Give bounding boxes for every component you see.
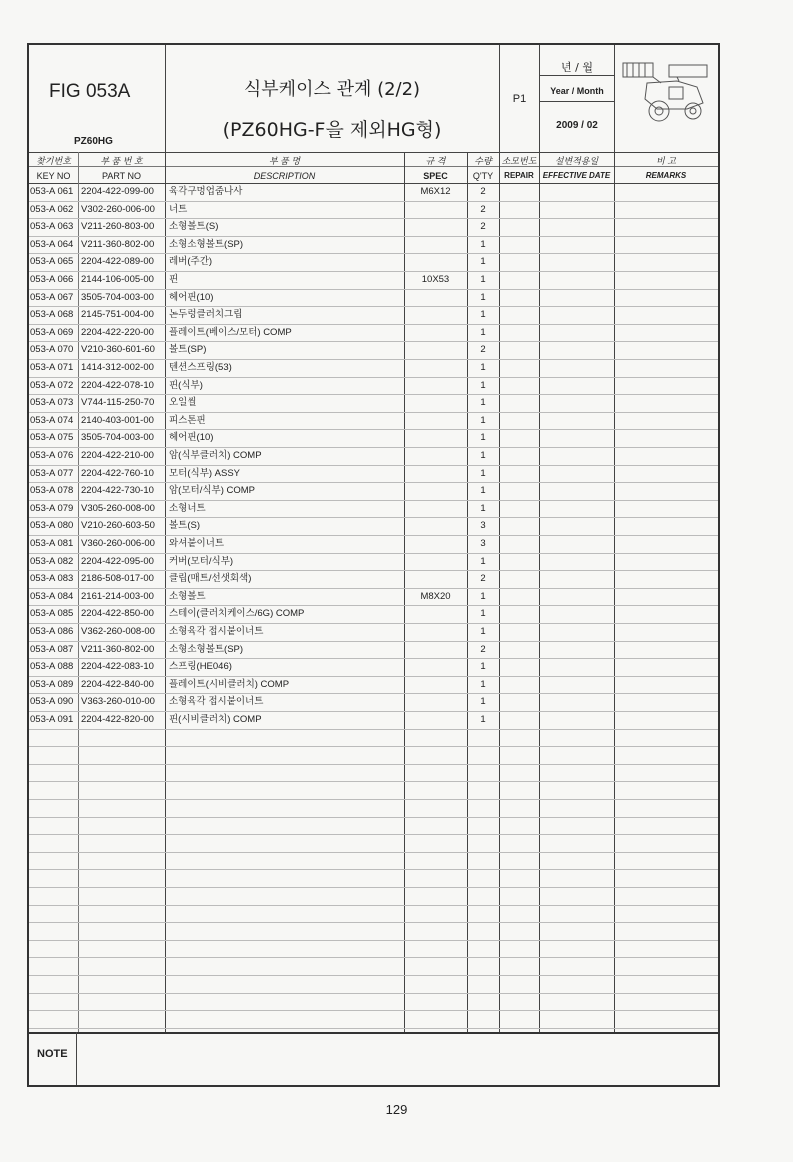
description-cell: 커버(모터/식부) [169, 555, 234, 567]
qty-cell: 1 [480, 397, 486, 409]
description-cell: 플레이트(베이스/모터) COMP [169, 326, 292, 338]
row-divider [29, 940, 718, 941]
qty-cell: 1 [480, 696, 486, 708]
col-part-no-en: PART NO [101, 171, 141, 181]
row-divider [29, 993, 718, 994]
spec-cell: M6X12 [420, 186, 451, 197]
qty-cell: 1 [480, 450, 486, 461]
key-no-cell: 053-A 084 [30, 590, 74, 602]
row-divider [29, 905, 718, 906]
description-cell: 핀(식부) [169, 379, 203, 391]
row-divider [29, 781, 718, 782]
part-no-cell: 1414-312-002-00 [81, 362, 154, 373]
description-cell: 모터(식부) ASSY [169, 467, 241, 479]
key-no-cell: 053-A 074 [30, 414, 74, 426]
key-no-cell: 053-A 062 [30, 203, 74, 215]
key-no-cell: 053-A 083 [30, 573, 74, 585]
model-name: PZ60HG [74, 136, 113, 147]
col-key-no-ko: 찾기번호 [36, 156, 71, 166]
col-part-no-ko: 부 품 번 호 [100, 156, 143, 166]
key-no-cell: 053-A 064 [30, 238, 74, 250]
part-no-cell: 2204-422-095-00 [81, 555, 154, 567]
key-no-cell: 053-A 086 [30, 626, 74, 637]
part-no-cell: V211-260-803-00 [81, 221, 155, 233]
description-cell: 스프링(HE046) [169, 661, 232, 673]
description-cell: 피스톤핀 [169, 414, 206, 426]
description-cell: 와셔붙이너트 [169, 538, 225, 549]
description-cell: 볼트(S) [169, 520, 201, 532]
description-cell: 소형볼트 [169, 590, 206, 602]
col-description-ko: 부 품 명 [268, 156, 301, 166]
page-number: 129 [385, 1102, 408, 1117]
description-cell: 헤어핀(10) [169, 291, 214, 303]
qty-cell: 1 [480, 467, 486, 479]
page-subtitle: (PZ60HG-F을 제외HG형) [222, 119, 442, 141]
description-cell: 너트 [169, 203, 188, 215]
qty-cell: 1 [480, 590, 486, 602]
description-cell: 논두렁클러치그립 [169, 309, 243, 321]
row-divider [29, 729, 718, 730]
qty-cell: 1 [480, 502, 486, 514]
description-cell: 소형육각 접시붙이너트 [169, 626, 264, 637]
key-no-cell: 053-A 078 [30, 485, 74, 497]
year-month-label-en: Year / Month [550, 86, 604, 96]
year-month-value: 2009 / 02 [556, 120, 598, 131]
qty-cell: 2 [480, 221, 486, 233]
part-no-cell: 2204-422-820-00 [81, 714, 154, 725]
qty-cell: 1 [480, 626, 486, 637]
spec-cell: 10X53 [421, 274, 450, 285]
key-no-cell: 053-A 087 [30, 643, 74, 655]
part-no-cell: 2186-508-017-00 [81, 573, 154, 585]
qty-cell: 1 [480, 432, 486, 444]
qty-cell: 1 [480, 678, 486, 690]
qty-cell: 1 [480, 238, 486, 250]
key-no-cell: 053-A 085 [30, 608, 74, 620]
qty-cell: 1 [480, 274, 486, 285]
qty-cell: 3 [480, 538, 486, 549]
col-spec-en: SPEC [423, 171, 448, 181]
part-no-cell: 2204-422-078-10 [81, 379, 154, 391]
qty-cell: 2 [480, 203, 486, 215]
description-cell: 소형육각 접시붙이너트 [169, 696, 264, 708]
description-cell: 클립(매트/선샛회색) [169, 573, 252, 585]
row-divider [29, 975, 718, 976]
key-no-cell: 053-A 089 [30, 678, 74, 690]
key-no-cell: 053-A 070 [30, 344, 74, 356]
col-effective-date-ko: 설변적용일 [554, 156, 599, 166]
description-cell: 헤어핀(10) [169, 432, 214, 444]
row-divider [29, 817, 718, 818]
part-no-cell: V302-260-006-00 [81, 203, 155, 215]
row-divider [29, 957, 718, 958]
qty-cell: 1 [480, 555, 486, 567]
row-divider [29, 852, 718, 853]
qty-cell: 1 [480, 256, 486, 268]
qty-cell: 1 [480, 326, 486, 338]
qty-cell: 1 [480, 309, 486, 321]
description-cell: 소형너트 [169, 502, 206, 514]
qty-cell: 1 [480, 379, 486, 391]
row-divider [29, 1010, 718, 1011]
part-no-cell: V744-115-250-70 [81, 397, 155, 409]
row-divider [29, 834, 718, 835]
qty-cell: 1 [480, 485, 486, 497]
key-no-cell: 053-A 073 [30, 397, 74, 409]
col-description-en: DESCRIPTION [253, 171, 316, 181]
description-cell: 육각구멍업줌나사 [169, 186, 243, 197]
row-divider [29, 799, 718, 800]
description-cell: 볼트(SP) [169, 344, 207, 356]
description-cell: 암(식부클러치) COMP [169, 450, 262, 461]
part-no-cell: 2204-422-083-10 [81, 661, 154, 673]
key-no-cell: 053-A 069 [30, 326, 74, 338]
description-cell: 텐션스프링(53) [169, 362, 232, 373]
key-no-cell: 053-A 081 [30, 538, 74, 549]
note-label: NOTE [37, 1048, 68, 1060]
qty-cell: 2 [480, 344, 486, 356]
key-no-cell: 053-A 077 [30, 467, 74, 479]
part-no-cell: 2204-422-850-00 [81, 608, 154, 620]
col-qty-ko: 수량 [474, 156, 492, 166]
key-no-cell: 053-A 090 [30, 696, 74, 708]
col-remarks-en: REMARKS [645, 171, 687, 180]
key-no-cell: 053-A 088 [30, 661, 74, 673]
part-no-cell: 2140-403-001-00 [81, 414, 154, 426]
part-no-cell: V211-360-802-00 [81, 643, 155, 655]
part-no-cell: 2204-422-210-00 [81, 450, 154, 461]
part-no-cell: 2204-422-760-10 [81, 467, 154, 479]
description-cell: 암(모터/식부) COMP [169, 485, 255, 497]
part-no-cell: 2204-422-099-00 [81, 186, 154, 197]
part-no-cell: 3505-704-003-00 [81, 291, 154, 303]
key-no-cell: 053-A 065 [30, 256, 74, 268]
qty-cell: 1 [480, 608, 486, 620]
part-no-cell: 2145-751-004-00 [81, 309, 154, 321]
description-cell: 소형소형볼트(SP) [169, 643, 244, 655]
part-no-cell: 2144-106-005-00 [81, 274, 154, 285]
key-no-cell: 053-A 079 [30, 502, 74, 514]
fig-number: FIG 053A [49, 81, 131, 102]
key-no-cell: 053-A 082 [30, 555, 74, 567]
key-no-cell: 053-A 067 [30, 291, 74, 303]
key-no-cell: 053-A 076 [30, 450, 74, 461]
row-divider [29, 746, 718, 747]
row-divider [29, 887, 718, 888]
spec-cell: M8X20 [420, 590, 451, 602]
row-divider [29, 869, 718, 870]
qty-cell: 1 [480, 714, 486, 725]
description-cell: 소형볼트(S) [169, 221, 219, 233]
col-repair-en: REPAIR [504, 171, 534, 180]
qty-cell: 1 [480, 661, 486, 673]
qty-cell: 3 [480, 520, 486, 532]
key-no-cell: 053-A 063 [30, 221, 74, 233]
key-no-cell: 053-A 091 [30, 714, 74, 725]
parts-list-frame [27, 43, 720, 1087]
qty-cell: 1 [480, 362, 486, 373]
part-no-cell: V211-360-802-00 [81, 238, 155, 250]
col-remarks-ko: 비 고 [656, 156, 676, 166]
key-no-cell: 053-A 071 [30, 362, 74, 373]
description-cell: 플레이트(시비클러치) COMP [169, 678, 290, 690]
part-no-cell: 2204-422-220-00 [81, 326, 154, 338]
key-no-cell: 053-A 080 [30, 520, 74, 532]
key-no-cell: 053-A 061 [30, 186, 74, 197]
part-no-cell: 3505-704-003-00 [81, 432, 154, 444]
description-cell: 소형소형볼트(SP) [169, 238, 244, 250]
col-spec-ko: 규 격 [425, 156, 446, 166]
row-divider [29, 922, 718, 923]
col-effective-date-en: EFFECTIVE DATE [542, 171, 611, 180]
rice-transplanter-illustration [617, 53, 713, 133]
col-key-no-en: KEY NO [36, 171, 71, 181]
part-no-cell: V305-260-008-00 [81, 502, 155, 514]
qty-cell: 2 [480, 643, 486, 655]
key-no-cell: 053-A 075 [30, 432, 74, 444]
description-cell: 핀(시비클러치) COMP [169, 714, 262, 725]
year-month-label-ko: 년 / 월 [561, 61, 593, 74]
part-no-cell: V363-260-010-00 [81, 696, 155, 708]
key-no-cell: 053-A 066 [30, 274, 74, 285]
page-title: 식부케이스 관계 (2/2) [243, 79, 421, 100]
page-code: P1 [512, 93, 527, 105]
row-divider [29, 764, 718, 765]
part-no-cell: V362-260-008-00 [81, 626, 155, 637]
qty-cell: 1 [480, 291, 486, 303]
part-no-cell: V210-260-603-50 [81, 520, 155, 532]
row-divider [29, 1028, 718, 1029]
part-no-cell: 2204-422-730-10 [81, 485, 154, 497]
qty-cell: 2 [480, 186, 486, 197]
description-cell: 핀 [169, 274, 179, 285]
key-no-cell: 053-A 068 [30, 309, 74, 321]
part-no-cell: V210-360-601-60 [81, 344, 155, 356]
qty-cell: 1 [480, 414, 486, 426]
key-no-cell: 053-A 072 [30, 379, 74, 391]
part-no-cell: 2204-422-089-00 [81, 256, 154, 268]
part-no-cell: 2161-214-003-00 [81, 590, 154, 602]
part-no-cell: 2204-422-840-00 [81, 678, 154, 690]
description-cell: 레버(주간) [169, 256, 213, 268]
qty-cell: 2 [480, 573, 486, 585]
description-cell: 스테이(클러치케이스/6G) COMP [169, 608, 305, 620]
part-no-cell: V360-260-006-00 [81, 538, 155, 549]
description-cell: 오일씰 [169, 397, 197, 409]
col-repair-ko: 소모번도 [501, 156, 537, 166]
col-qty-en: Q'TY [472, 171, 494, 181]
